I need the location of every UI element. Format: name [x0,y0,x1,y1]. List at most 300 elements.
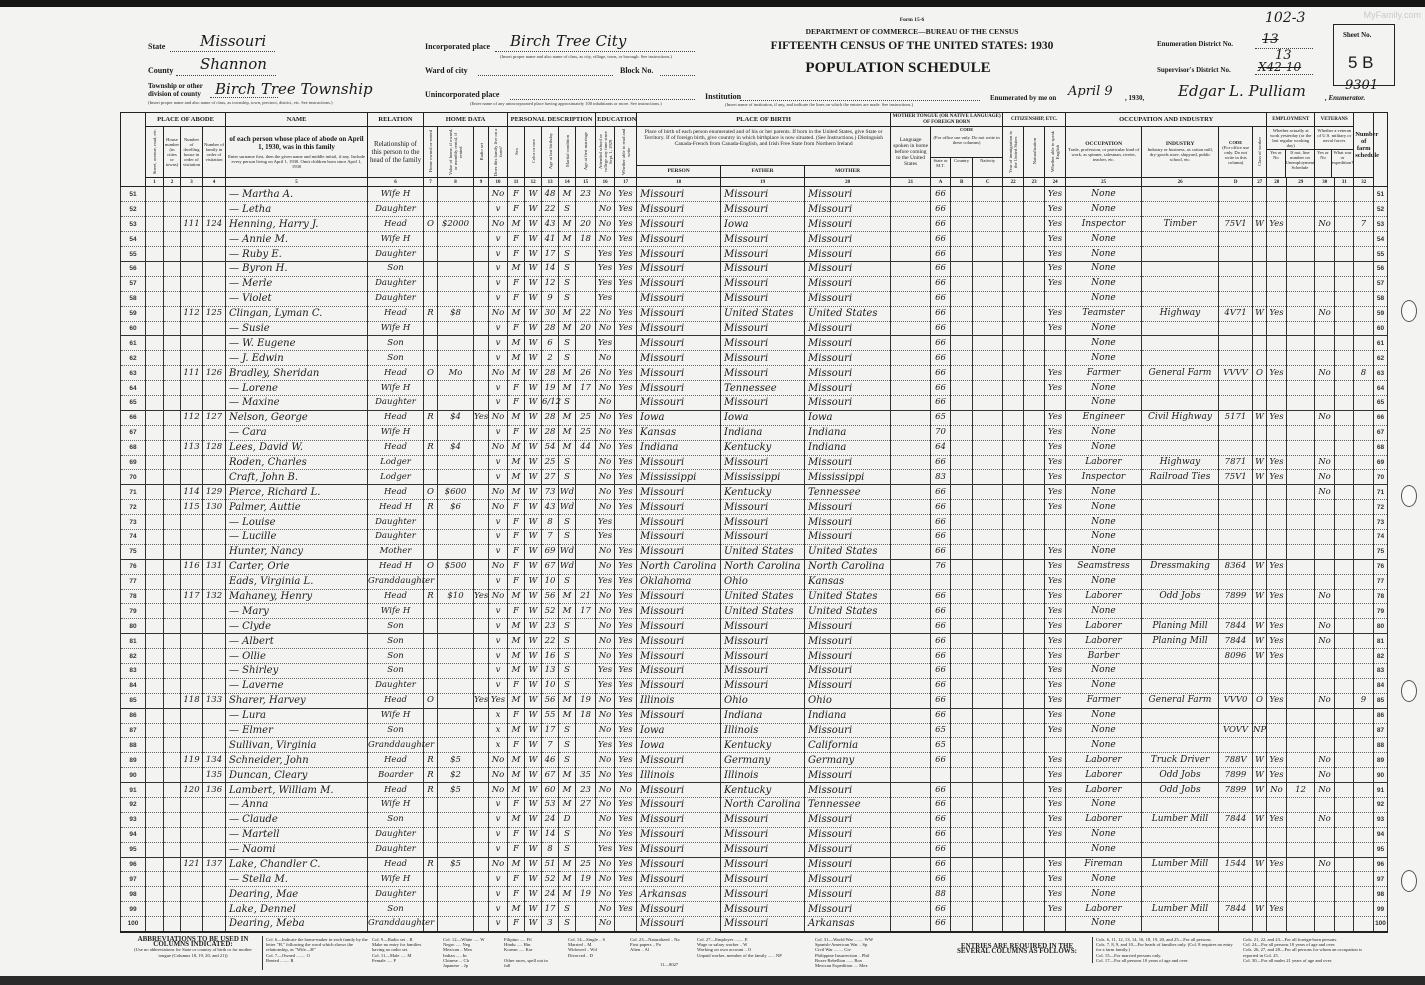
farm-schedule-cell [1354,395,1374,410]
language-cell [891,366,931,381]
table-row [121,381,1388,396]
language-cell [891,678,931,693]
industry-cell: Timber [1142,217,1219,232]
english-cell [1045,842,1066,857]
birth-person-cell: Missouri [637,604,721,619]
dwelling-cell [181,425,203,440]
line-right-cell: 95 [1374,842,1388,857]
war-cell [1335,440,1354,455]
dwelling-cell [181,291,203,306]
birth-person-cell: Missouri [637,827,721,842]
age-marriage-cell [576,723,596,738]
column-number: 24 [1045,178,1066,187]
veteran-cell [1315,738,1335,753]
age-cell: 8 [542,515,559,530]
sex-cell: M [508,440,525,455]
naturalization-cell [1024,887,1045,902]
ward-label: Ward of city [425,66,468,75]
line-right-cell: 82 [1374,649,1388,664]
birth-person-cell: Missouri [637,872,721,887]
farm-schedule-cell [1354,783,1374,798]
home-cell: O [424,217,438,232]
family-cell [203,351,226,366]
age-cell: 56 [542,589,559,604]
code-b-cell [951,485,973,500]
birth-father-cell: United States [721,589,805,604]
radio-cell [474,425,489,440]
relation-cell: Lodger [368,470,424,485]
class-cell [1253,917,1267,932]
immigration-cell [1003,604,1024,619]
line-right-cell: 73 [1374,515,1388,530]
value-cell [438,276,474,291]
farm-cell: v [489,574,508,589]
industry-cell: Civil Highway [1142,410,1219,425]
house-cell [164,187,181,202]
unemployed-cell [1287,261,1315,276]
read-write-cell: Yes [615,798,637,813]
dwelling-cell [181,768,203,783]
immigration-cell [1003,857,1024,872]
abbr-col12b: Filipino ..... Fil Hindu ..... Hin Korean ..... Kor Other races, spell out in full [504,937,548,969]
sex-cell: M [508,470,525,485]
line-cell: 72 [121,500,146,515]
line-right-cell: 99 [1374,902,1388,917]
farm-cell: v [489,872,508,887]
birth-mother-cell: Missouri [805,857,891,872]
age-marriage-cell: 22 [576,306,596,321]
value-cell [438,470,474,485]
birth-person-cell: Missouri [637,485,721,500]
street-cell [146,723,164,738]
naturalization-cell [1024,604,1045,619]
home-cell: R [424,857,438,872]
birth-person-cell: Missouri [637,857,721,872]
sex-cell: F [508,842,525,857]
at-work-cell: Yes [1267,410,1287,425]
read-write-cell: Yes [615,768,637,783]
line-right-cell: 53 [1374,217,1388,232]
birth-mother-cell: Tennessee [805,798,891,813]
code-d-cell: 1544 [1219,857,1253,872]
code-label: CODE [959,127,974,132]
table-row [121,693,1388,708]
value-cell: $4 [438,440,474,455]
industry-cell [1142,440,1219,455]
home-cell: O [424,559,438,574]
radio-cell [474,604,489,619]
line-right-cell: 68 [1374,440,1388,455]
class-cell: W [1253,649,1267,664]
radio-cell [474,500,489,515]
birth-father-cell: North Carolina [721,798,805,813]
column-number: 27 [1253,178,1267,187]
street-cell [146,470,164,485]
english-cell: Yes [1045,410,1066,425]
read-write-cell [615,336,637,351]
family-cell [203,902,226,917]
marital-cell: S [559,529,576,544]
race-cell: W [525,559,542,574]
family-cell [203,678,226,693]
dwelling-cell [181,247,203,262]
naturalization-cell [1024,559,1045,574]
family-cell: 127 [203,410,226,425]
institution-label: Institution [705,92,742,101]
dwelling-cell: 111 [181,217,203,232]
table-row [121,723,1388,738]
relation-cell: Mother [368,544,424,559]
occupation-cell: None [1066,276,1142,291]
race-cell: W [525,708,542,723]
radio-cell [474,574,489,589]
column-number: 30 [1315,178,1335,187]
column-number: 10 [489,178,508,187]
unemployed-cell [1287,529,1315,544]
col-class: Class of worker [1253,127,1267,178]
age-cell: 17 [542,247,559,262]
radio-cell [474,470,489,485]
age-cell: 48 [542,187,559,202]
col-age-marriage: Age at first marriage [576,127,596,178]
birth-mother-cell: Missouri [805,395,891,410]
line-cell: 71 [121,485,146,500]
value-cell [438,291,474,306]
birth-mother-cell: Missouri [805,455,891,470]
language-cell [891,559,931,574]
line-cell: 99 [121,902,146,917]
code-d-cell: 8364 [1219,559,1253,574]
unemployed-label: If not, line number on Unemployment Schedule [1285,150,1315,170]
naturalization-cell [1024,276,1045,291]
farm-schedule-cell [1354,187,1374,202]
code-d-cell: 75V1 [1219,470,1253,485]
age-marriage-cell [576,753,596,768]
line-cell: 100 [121,917,146,932]
immigration-cell [1003,708,1024,723]
birth-mother-cell: Missouri [805,887,891,902]
school-cell: Yes [596,664,615,679]
age-marriage-cell: 25 [576,425,596,440]
table-row [121,708,1388,723]
value-cell [438,678,474,693]
race-cell: W [525,753,542,768]
code-a-cell: 66 [931,336,951,351]
english-cell: Yes [1045,604,1066,619]
race-cell: W [525,649,542,664]
occupation-cell: Seamstress [1066,559,1142,574]
relation-cell: Daughter [368,395,424,410]
radio-cell [474,827,489,842]
veteran-cell: No [1315,857,1335,872]
naturalization-cell [1024,872,1045,887]
industry-cell: General Farm [1142,366,1219,381]
group-place-of-birth: PLACE OF BIRTH [637,113,891,127]
code-a-cell [931,768,951,783]
read-write-cell: Yes [615,693,637,708]
enumerated-label: Enumerated by me on [990,94,1057,102]
census-title: FIFTEENTH CENSUS OF THE UNITED STATES: 1930 [770,40,1054,52]
birth-father-cell: Missouri [721,827,805,842]
farm-cell: v [489,649,508,664]
code-b-cell [951,455,973,470]
birth-person-cell: Missouri [637,321,721,336]
race-cell: W [525,604,542,619]
naturalization-cell [1024,395,1045,410]
sex-cell: M [508,410,525,425]
column-number: 9 [474,178,489,187]
age-marriage-cell [576,574,596,589]
dwelling-cell [181,276,203,291]
birth-father-cell: Missouri [721,902,805,917]
dwelling-cell: 115 [181,500,203,515]
farm-schedule-cell [1354,604,1374,619]
school-cell: No [596,306,615,321]
dwelling-cell [181,723,203,738]
line-right-cell: 85 [1374,693,1388,708]
dwelling-cell: 117 [181,589,203,604]
radio-cell [474,440,489,455]
code-c-cell [973,574,1003,589]
code-d-cell [1219,678,1253,693]
unemployed-cell [1287,232,1315,247]
veteran-cell [1315,202,1335,217]
occupation-desc: Trade, profession, or particular kind of work, as spinner, salesman, riveter, teacher, etc. [1068,147,1140,162]
naturalization-cell [1024,187,1045,202]
language-cell [891,187,931,202]
immigration-cell [1003,902,1024,917]
relation-cell: Son [368,649,424,664]
home-cell [424,798,438,813]
language-cell [891,500,931,515]
age-cell: 69 [542,544,559,559]
race-cell: W [525,589,542,604]
dwelling-cell [181,336,203,351]
age-cell: 24 [542,887,559,902]
code-c-cell [973,425,1003,440]
line-right-cell: 74 [1374,529,1388,544]
code-a-cell: 76 [931,559,951,574]
immigration-cell [1003,395,1024,410]
name-cell: Schneider, John [226,753,368,768]
unemployed-cell [1287,678,1315,693]
language-cell [891,708,931,723]
value-cell [438,232,474,247]
birth-father-cell: Kentucky [721,738,805,753]
veteran-cell [1315,917,1335,932]
english-cell: Yes [1045,485,1066,500]
family-cell [203,604,226,619]
dwelling-cell [181,917,203,932]
farm-cell: v [489,321,508,336]
class-cell [1253,351,1267,366]
birth-father-cell: Missouri [721,634,805,649]
birth-father-cell: Missouri [721,917,805,932]
code-b-cell [951,559,973,574]
english-cell: Yes [1045,187,1066,202]
class-cell [1253,842,1267,857]
farm-schedule-header [1354,113,1380,178]
code-d-cell [1219,887,1253,902]
birth-mother-cell: United States [805,589,891,604]
age-cell: 46 [542,753,559,768]
race-cell: W [525,217,542,232]
value-cell: $10 [438,589,474,604]
at-work-cell [1267,247,1287,262]
table-row [121,202,1388,217]
home-cell [424,470,438,485]
sex-cell: M [508,634,525,649]
industry-cell [1142,529,1219,544]
street-cell [146,425,164,440]
veteran-cell: No [1315,768,1335,783]
immigration-cell [1003,291,1024,306]
birth-father-cell: Indiana [721,708,805,723]
unemployed-cell [1287,604,1315,619]
read-write-cell: Yes [615,857,637,872]
street-cell [146,812,164,827]
farm-cell: No [489,306,508,321]
unemployed-cell [1287,202,1315,217]
family-cell [203,634,226,649]
col-race: Color or race [525,127,542,178]
english-cell: Yes [1045,693,1066,708]
dwelling-cell: 114 [181,485,203,500]
read-write-cell: Yes [615,887,637,902]
line-right-cell: 71 [1374,485,1388,500]
code-b-cell [951,500,973,515]
code-d-cell [1219,261,1253,276]
veteran-cell [1315,678,1335,693]
language-cell [891,217,931,232]
line-cell: 91 [121,783,146,798]
war-cell [1335,544,1354,559]
war-cell [1335,291,1354,306]
entries-title-text: ENTRIES ARE REQUIRED IN THE SEVERAL COLUMNS AS FOLLOWS: [957,942,1077,956]
age-marriage-cell [576,917,596,932]
race-cell: W [525,187,542,202]
age-marriage-cell: 19 [576,872,596,887]
institution-note: (Insert name of institution, if any, and indicate the lines on which the entries are made. See instructions.) [725,102,914,107]
naturalization-cell [1024,261,1045,276]
col-relation [368,127,424,178]
state-label: State [148,42,166,51]
industry-cell [1142,917,1219,932]
code-d-cell: 7844 [1219,812,1253,827]
birth-mother-cell: Indiana [805,440,891,455]
immigration-cell [1003,485,1024,500]
industry-cell: Truck Driver [1142,753,1219,768]
age-marriage-cell [576,664,596,679]
school-cell: No [596,723,615,738]
class-cell [1253,247,1267,262]
naturalization-cell [1024,425,1045,440]
family-cell [203,574,226,589]
home-cell [424,291,438,306]
code-c-cell [973,649,1003,664]
house-cell [164,366,181,381]
table-row [121,485,1388,500]
industry-cell: Dressmaking [1142,559,1219,574]
farm-cell: v [489,202,508,217]
sex-cell: F [508,202,525,217]
farm-cell: v [489,842,508,857]
value-cell [438,798,474,813]
marital-cell: S [559,753,576,768]
marital-cell: Wd [559,485,576,500]
table-row [121,425,1388,440]
marital-cell: S [559,455,576,470]
column-number: 3 [181,178,203,187]
value-cell: $4 [438,410,474,425]
english-cell: Yes [1045,306,1066,321]
veteran-cell [1315,544,1335,559]
family-cell: 132 [203,589,226,604]
family-cell [203,381,226,396]
farm-schedule-cell: 8 [1354,366,1374,381]
war-cell [1335,693,1354,708]
table-row [121,812,1388,827]
war-cell [1335,232,1354,247]
unemployed-cell [1287,872,1315,887]
value-cell: Mo [438,366,474,381]
line-right-cell: 63 [1374,366,1388,381]
code-b-cell [951,738,973,753]
age-marriage-cell [576,827,596,842]
language-cell [891,917,931,932]
language-cell [891,440,931,455]
farm-schedule-cell [1354,634,1374,649]
unemployed-cell [1287,798,1315,813]
language-cell [891,455,931,470]
class-cell: W [1253,559,1267,574]
birth-mother-cell: Missouri [805,634,891,649]
code-b-cell [951,187,973,202]
age-cell: 17 [542,902,559,917]
english-cell: Yes [1045,440,1066,455]
industry-cell [1142,321,1219,336]
age-cell: 41 [542,232,559,247]
age-marriage-cell: 18 [576,232,596,247]
code-b-cell [951,634,973,649]
at-work-cell [1267,187,1287,202]
age-cell: 56 [542,693,559,708]
veteran-cell [1315,529,1335,544]
col-code-d [1219,127,1253,178]
immigration-cell [1003,455,1024,470]
unemployed-cell [1287,440,1315,455]
age-cell: 52 [542,872,559,887]
farm-cell: v [489,336,508,351]
sex-cell: M [508,768,525,783]
language-cell [891,723,931,738]
english-cell: Yes [1045,232,1066,247]
birth-father-cell: Illinois [721,723,805,738]
occupation-cell: None [1066,664,1142,679]
at-work-cell: Yes [1267,455,1287,470]
language-cell [891,634,931,649]
birth-person-cell: Missouri [637,664,721,679]
farm-schedule-cell [1354,768,1374,783]
value-cell [438,351,474,366]
col-industry [1142,127,1219,178]
class-cell [1253,872,1267,887]
family-cell [203,261,226,276]
at-work-cell [1267,440,1287,455]
class-cell [1253,395,1267,410]
code-a-cell: 66 [931,291,951,306]
read-write-cell [615,515,637,530]
